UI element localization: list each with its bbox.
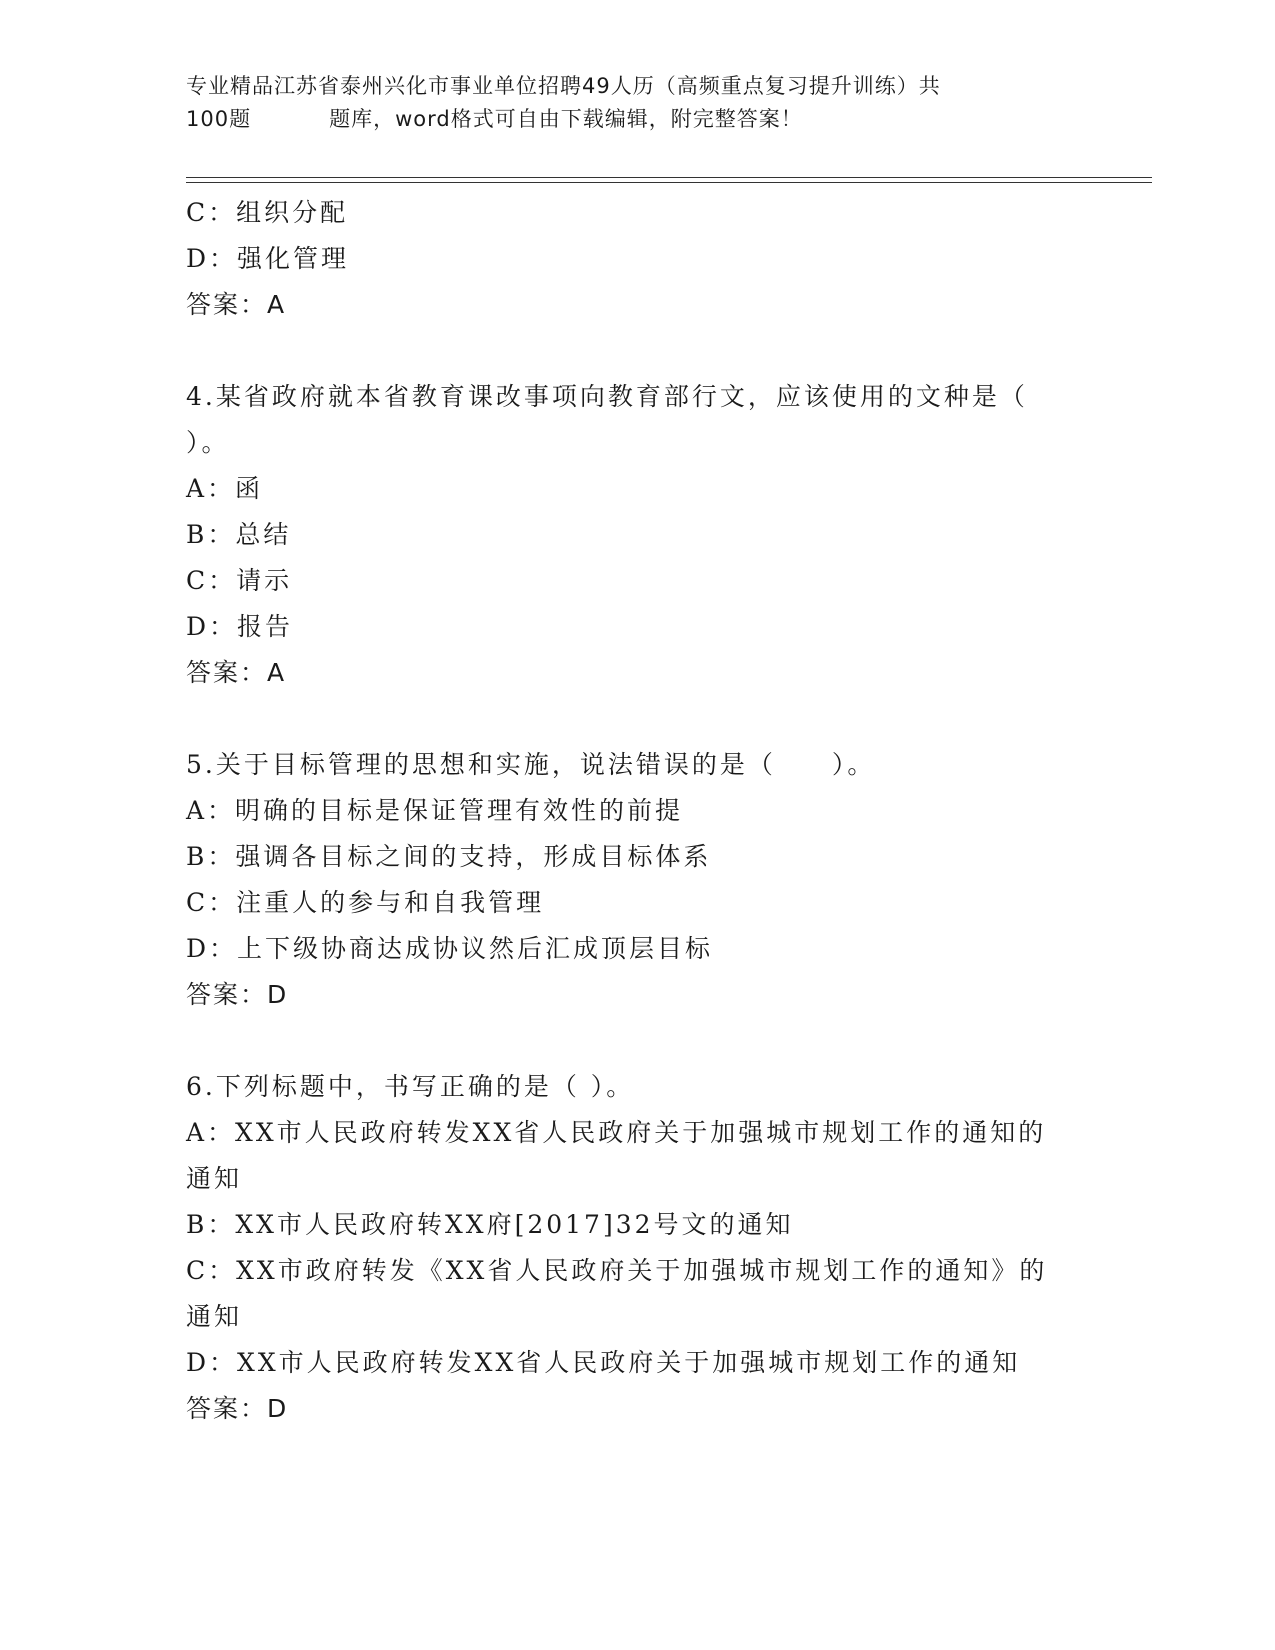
header-description: 题库，word格式可自由下载编辑，附完整答案！ bbox=[329, 107, 803, 131]
question-list bbox=[186, 190, 1086, 1432]
option-d: D：报告 bbox=[186, 612, 294, 641]
question-title: 6.下列标题中，书写正确的是（ ）。 bbox=[186, 1072, 635, 1101]
option-a-line-1: A：XX市人民政府转发XX省人民政府关于加强城市规划工作的通知的 bbox=[186, 1118, 1047, 1147]
answer-line: 答案：D bbox=[186, 1394, 289, 1423]
answer-line: 答案：A bbox=[186, 290, 287, 319]
option-c-line-2: 通知 bbox=[186, 1302, 243, 1331]
question-block-6 bbox=[186, 1064, 1086, 1432]
option-a: A：函 bbox=[186, 474, 264, 503]
header-title-line-2 bbox=[186, 103, 1066, 136]
option-a: A：明确的目标是保证管理有效性的前提 bbox=[186, 796, 684, 825]
option-d: D：XX市人民政府转发XX省人民政府关于加强城市规划工作的通知 bbox=[186, 1348, 1021, 1377]
header-title-line-1: 专业精品江苏省泰州兴化市事业单位招聘49人历（高频重点复习提升训练）共 bbox=[186, 74, 941, 98]
option-a-line-2: 通知 bbox=[186, 1164, 243, 1193]
header-question-count: 100题 bbox=[186, 107, 252, 131]
question-title-line-2: ）。 bbox=[186, 428, 230, 457]
question-title: 5.关于目标管理的思想和实施，说法错误的是（ ）。 bbox=[186, 750, 876, 779]
question-block-prev bbox=[186, 190, 1086, 328]
question-title-line-1: 4.某省政府就本省教育课改事项向教育部行文，应该使用的文种是（ bbox=[186, 382, 1028, 411]
option-c: C：注重人的参与和自我管理 bbox=[186, 888, 545, 917]
option-b: B：XX市人民政府转XX府[2017]32号文的通知 bbox=[186, 1210, 794, 1239]
question-block-5 bbox=[186, 742, 1086, 1018]
answer-line: 答案：A bbox=[186, 658, 287, 687]
option-c: C：请示 bbox=[186, 566, 293, 595]
page-header bbox=[186, 70, 1066, 136]
option-d: D：强化管理 bbox=[186, 244, 350, 273]
header-divider-top bbox=[186, 177, 1152, 178]
answer-line: 答案：D bbox=[186, 980, 289, 1009]
option-d: D：上下级协商达成协议然后汇成顶层目标 bbox=[186, 934, 714, 963]
option-c-line-1: C：XX市政府转发《XX省人民政府关于加强城市规划工作的通知》的 bbox=[186, 1256, 1048, 1285]
header-divider-bottom bbox=[186, 182, 1152, 183]
question-block-4 bbox=[186, 374, 1086, 696]
option-b: B：强调各目标之间的支持，形成目标体系 bbox=[186, 842, 712, 871]
option-b: B：总结 bbox=[186, 520, 292, 549]
option-c: C：组织分配 bbox=[186, 198, 349, 227]
